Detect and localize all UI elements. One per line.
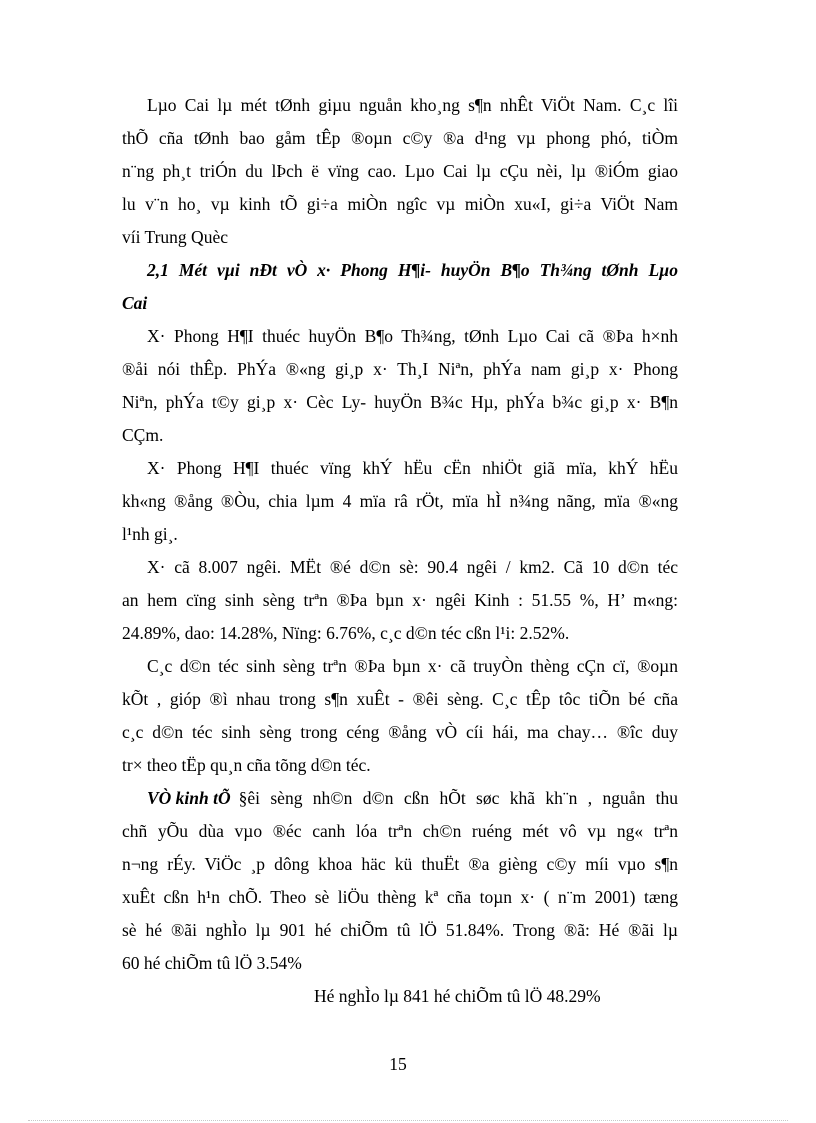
body-line: [147, 788, 678, 809]
body-line: CÇm.: [122, 425, 164, 445]
body-line: thÕ cña tØnh bao gåm tÊp ®oµn c©y ®a d¹ng vµ phong phó, tiÒm: [122, 128, 678, 148]
body-line: xuÊt cßn h¹n chÕ. Theo sè liÖu thèng kª cña toµn x· ( n¨m 2001) tæng: [122, 887, 678, 907]
body-line: C¸c d©n téc sinh sèng trªn ®Þa bµn x· cã truyÒn thèng cÇn cï, ®oµn: [147, 656, 678, 676]
body-line: kh«ng ®ång ®Òu, chia lµm 4 mïa râ rÖt, mïa hÌ n¾ng nãng, mïa ®«ng: [122, 491, 678, 511]
body-line: ®åi nói thÊp. PhÝa ®«ng gi¸p x· Th¸I Niªn, phÝa nam gi¸p x· Phong: [122, 359, 678, 379]
body-line: Hé nghÌo lµ 841 hé chiÕm tû lÖ 48.29%: [314, 986, 601, 1006]
body-line: kÕt , gióp ®ì nhau trong s¶n xuÊt - ®êi sèng. C¸c tÊp tôc tiÕn bé cña: [122, 689, 678, 709]
body-line: sè hé ®ãi nghÌo lµ 901 hé chiÕm tû lÖ 51.84%. Trong ®ã: Hé ®ãi lµ: [122, 920, 678, 940]
page-bottom-rule: [28, 1120, 788, 1121]
body-line: c¸c d©n téc sinh sèng trong céng ®ång vÒ cíi hái, ma chay… ®îc duy: [122, 722, 678, 742]
body-line: l¹nh gi¸.: [122, 524, 178, 544]
body-line: 60 hé chiÕm tû lÖ 3.54%: [122, 953, 302, 973]
body-line: lu v¨n ho¸ vµ kinh tÕ gi÷a miÒn ngîc vµ miÒn xu«I, gi÷a ViÖt Nam: [122, 194, 678, 214]
body-line: n¨ng ph¸t triÓn du lÞch ë vïng cao. Lµo Cai lµ cÇu nèi, lµ ®iÓm giao: [122, 161, 678, 181]
section-heading: Cai: [122, 293, 148, 313]
body-line: chñ yÕu dùa vµo ®éc canh lóa trªn ch©n ruéng mét vô vµ ng« trªn: [122, 821, 678, 841]
body-line: Lµo Cai lµ mét tØnh giµu nguån kho¸ng s¶n nhÊt ViÖt Nam. C¸c lîi: [147, 95, 678, 115]
body-line: n¬ng rÉy. ViÖc ¸p dông khoa häc kü thuËt ®a gièng c©y míi vµo s¶n: [122, 854, 678, 874]
body-line: Niªn, phÝa t©y gi¸p x· Cèc Ly- huyÖn B¾c Hµ, phÝa b¾c gi¸p x· B¶n: [122, 392, 678, 412]
body-line-text: §êi sèng nh©n d©n cßn hÕt søc khã kh¨n , nguån thu: [238, 788, 678, 808]
body-line: 24.89%, dao: 14.28%, Nïng: 6.76%, c¸c d©n téc cßn l¹i: 2.52%.: [122, 623, 570, 643]
section-heading: 2,1 Mét vµi nÐt vÒ x· Phong H¶i- huyÖn B¶o Th¾ng tØnh Lµo: [147, 260, 678, 280]
body-line: X· cã 8.007 ngêi. MËt ®é d©n sè: 90.4 ngêi / km2. Cã 10 d©n téc: [147, 557, 678, 577]
body-line: X· Phong H¶I thuéc vïng khÝ hËu cËn nhiÖt giã mïa, khÝ hËu: [147, 458, 678, 478]
body-line: X· Phong H¶I thuéc huyÖn B¶o Th¾ng, tØnh Lµo Cai cã ®Þa h×nh: [147, 326, 678, 346]
page-number: 15: [389, 1054, 407, 1074]
body-line: an hem cïng sinh sèng trªn ®Þa bµn x· ngêi Kinh : 51.55 %, H’ m«ng:: [122, 590, 678, 610]
economy-lead: VÒ kinh tÕ: [147, 788, 231, 808]
body-line: víi Trung Quèc: [122, 227, 228, 247]
body-line: tr× theo tËp qu¸n cña tõng d©n téc.: [122, 755, 371, 775]
